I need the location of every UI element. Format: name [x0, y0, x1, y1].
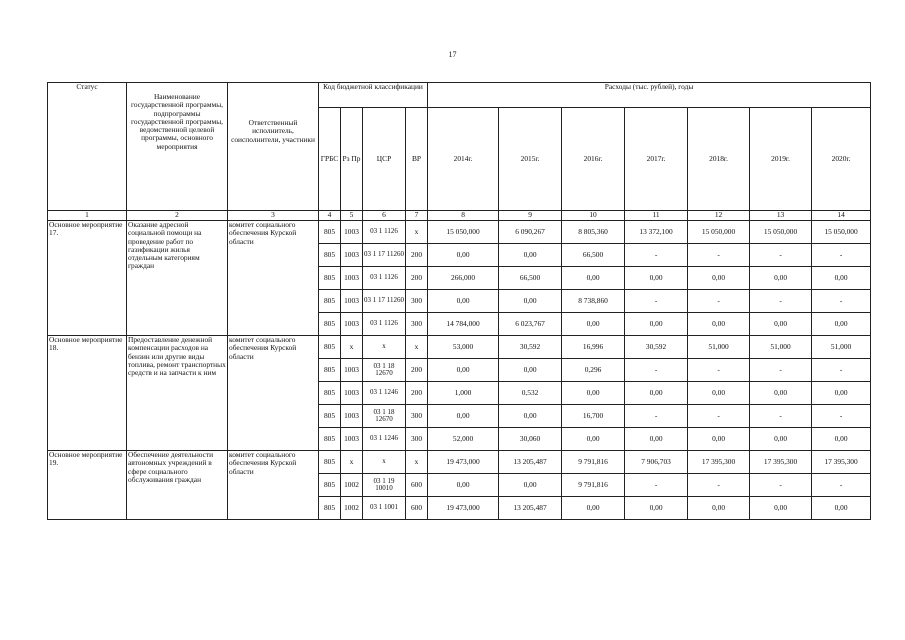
expense-cell: 0,00: [499, 359, 562, 382]
header-vr: ВР: [406, 108, 428, 211]
expense-cell: -: [750, 405, 812, 428]
grbs-cell: 805: [319, 359, 341, 382]
expense-cell: 0,00: [499, 474, 562, 497]
column-number: 2: [127, 211, 228, 221]
header-program-name: Наименование государственной программы, подпрограммы государственной программы, ведомственной целевой программы, основного мероприятия: [127, 83, 228, 211]
expense-cell: 0,532: [499, 382, 562, 405]
expense-cell: 0,00: [688, 313, 750, 336]
expense-cell: -: [625, 405, 688, 428]
vr-cell: 300: [406, 313, 428, 336]
column-number: 11: [625, 211, 688, 221]
expense-cell: 0,00: [688, 428, 750, 451]
expense-cell: 0,00: [428, 290, 499, 313]
rzpr-cell: 1003: [341, 359, 363, 382]
expense-cell: 0,00: [812, 267, 871, 290]
csr-cell: 03 1 1001: [363, 497, 406, 520]
expense-cell: 0,00: [562, 497, 625, 520]
expense-cell: 0,00: [750, 497, 812, 520]
column-number: 9: [499, 211, 562, 221]
budget-table: [47, 82, 871, 520]
vr-cell: 200: [406, 382, 428, 405]
expense-cell: 15 050,000: [812, 221, 871, 244]
expense-cell: 51,000: [750, 336, 812, 359]
expense-cell: -: [750, 244, 812, 267]
vr-cell: х: [406, 336, 428, 359]
rzpr-cell: 1003: [341, 244, 363, 267]
vr-cell: 200: [406, 267, 428, 290]
expense-cell: -: [750, 290, 812, 313]
header-year: 2014г.: [428, 108, 499, 211]
responsible-cell: комитет социального обеспечения Курской области: [228, 221, 319, 336]
vr-cell: х: [406, 221, 428, 244]
expense-cell: 16,700: [562, 405, 625, 428]
expense-cell: 0,00: [750, 267, 812, 290]
expense-cell: 0,00: [562, 267, 625, 290]
rzpr-cell: 1003: [341, 290, 363, 313]
status-cell: Основное мероприятие 17.: [48, 221, 127, 336]
vr-cell: 300: [406, 405, 428, 428]
expense-cell: -: [812, 405, 871, 428]
rzpr-cell: 1002: [341, 497, 363, 520]
vr-cell: 200: [406, 244, 428, 267]
expense-cell: 66,500: [562, 244, 625, 267]
expense-cell: -: [812, 359, 871, 382]
header-year: 2016г.: [562, 108, 625, 211]
csr-cell: 03 1 17 11260: [363, 244, 406, 267]
header-year: 2019г.: [750, 108, 812, 211]
column-number: 3: [228, 211, 319, 221]
expense-cell: 19 473,000: [428, 451, 499, 474]
grbs-cell: 805: [319, 451, 341, 474]
expense-cell: -: [688, 474, 750, 497]
column-number: 8: [428, 211, 499, 221]
expense-cell: 17 395,300: [812, 451, 871, 474]
expense-cell: 0,00: [812, 428, 871, 451]
grbs-cell: 805: [319, 336, 341, 359]
expense-cell: 13 205,487: [499, 497, 562, 520]
expense-cell: 0,00: [428, 474, 499, 497]
expense-cell: 17 395,300: [750, 451, 812, 474]
header-grbs: ГРБС: [319, 108, 341, 211]
expense-cell: 0,00: [499, 290, 562, 313]
grbs-cell: 805: [319, 497, 341, 520]
column-number-row: [48, 211, 871, 221]
rzpr-cell: 1003: [341, 267, 363, 290]
table-row: [48, 451, 871, 474]
column-number: 6: [363, 211, 406, 221]
grbs-cell: 805: [319, 313, 341, 336]
column-number: 1: [48, 211, 127, 221]
column-number: 13: [750, 211, 812, 221]
grbs-cell: 805: [319, 428, 341, 451]
status-cell: Основное мероприятие 19.: [48, 451, 127, 520]
header-year: 2018г.: [688, 108, 750, 211]
csr-cell: 03 1 1126: [363, 313, 406, 336]
expense-cell: 9 791,816: [562, 451, 625, 474]
header-responsible: Ответственный исполнитель, соисполнители, участники: [228, 83, 319, 211]
expense-cell: 19 473,000: [428, 497, 499, 520]
expense-cell: 30,592: [625, 336, 688, 359]
vr-cell: 300: [406, 290, 428, 313]
expense-cell: 16,996: [562, 336, 625, 359]
expense-cell: 0,00: [812, 313, 871, 336]
expense-cell: -: [812, 474, 871, 497]
responsible-cell: комитет социального обеспечения Курской области: [228, 336, 319, 451]
rzpr-cell: 1002: [341, 474, 363, 497]
csr-cell: 03 1 18 12670: [363, 359, 406, 382]
csr-cell: 03 1 1126: [363, 221, 406, 244]
expense-cell: -: [625, 244, 688, 267]
header-year: 2015г.: [499, 108, 562, 211]
expense-cell: 7 906,703: [625, 451, 688, 474]
expense-cell: 0,00: [688, 497, 750, 520]
status-cell: Основное мероприятие 18.: [48, 336, 127, 451]
csr-cell: 03 1 1246: [363, 428, 406, 451]
expense-cell: 0,00: [625, 497, 688, 520]
responsible-cell: комитет социального обеспечения Курской области: [228, 451, 319, 520]
header-year: 2020г.: [812, 108, 871, 211]
expense-cell: 66,500: [499, 267, 562, 290]
expense-cell: 0,00: [499, 244, 562, 267]
expense-cell: 13 205,487: [499, 451, 562, 474]
expense-cell: 0,00: [625, 267, 688, 290]
rzpr-cell: х: [341, 451, 363, 474]
csr-cell: х: [363, 336, 406, 359]
expense-cell: 1,000: [428, 382, 499, 405]
grbs-cell: 805: [319, 221, 341, 244]
grbs-cell: 805: [319, 267, 341, 290]
vr-cell: 300: [406, 428, 428, 451]
expense-cell: 0,00: [750, 382, 812, 405]
column-number: 14: [812, 211, 871, 221]
expense-cell: 0,00: [428, 244, 499, 267]
csr-cell: 03 1 19 10010: [363, 474, 406, 497]
expense-cell: 0,00: [625, 428, 688, 451]
vr-cell: 600: [406, 474, 428, 497]
column-number: 10: [562, 211, 625, 221]
expense-cell: 0,00: [750, 428, 812, 451]
expense-cell: 13 372,100: [625, 221, 688, 244]
expense-cell: -: [688, 244, 750, 267]
expense-cell: 0,00: [562, 313, 625, 336]
page-number: 17: [448, 50, 457, 59]
expense-cell: 0,00: [428, 405, 499, 428]
column-number: 7: [406, 211, 428, 221]
expense-cell: 53,000: [428, 336, 499, 359]
expense-cell: 0,00: [812, 382, 871, 405]
grbs-cell: 805: [319, 382, 341, 405]
measure-name-cell: Предоставление денежной компенсации расходов на бензин или другие виды топлива, ремонт транспортных средств и на запчасти к ним: [127, 336, 228, 451]
expense-cell: 17 395,300: [688, 451, 750, 474]
expense-cell: -: [688, 405, 750, 428]
expense-cell: 30,060: [499, 428, 562, 451]
expense-cell: 0,296: [562, 359, 625, 382]
header-rzpr: Рз Пр: [341, 108, 363, 211]
expense-cell: 51,000: [688, 336, 750, 359]
expense-cell: -: [812, 290, 871, 313]
rzpr-cell: 1003: [341, 428, 363, 451]
expense-cell: -: [625, 474, 688, 497]
csr-cell: 03 1 1246: [363, 382, 406, 405]
expense-cell: 0,00: [688, 267, 750, 290]
expense-cell: 8 738,860: [562, 290, 625, 313]
expense-cell: -: [625, 290, 688, 313]
expense-cell: -: [625, 359, 688, 382]
grbs-cell: 805: [319, 244, 341, 267]
csr-cell: 03 1 18 12670: [363, 405, 406, 428]
table-row: [48, 221, 871, 244]
expense-cell: 0,00: [499, 405, 562, 428]
table-body: [48, 211, 871, 520]
header-budget-code: Код бюджетной классификации: [319, 83, 428, 108]
header-year: 2017г.: [625, 108, 688, 211]
expense-cell: -: [750, 474, 812, 497]
expense-cell: 15 050,000: [428, 221, 499, 244]
expense-cell: 0,00: [562, 428, 625, 451]
header-csr: ЦСР: [363, 108, 406, 211]
header-status: Статус: [48, 83, 127, 211]
expense-cell: -: [750, 359, 812, 382]
grbs-cell: 805: [319, 405, 341, 428]
rzpr-cell: 1003: [341, 221, 363, 244]
csr-cell: 03 1 17 11260: [363, 290, 406, 313]
expense-cell: 30,592: [499, 336, 562, 359]
expense-cell: -: [812, 244, 871, 267]
column-number: 4: [319, 211, 341, 221]
expense-cell: 52,000: [428, 428, 499, 451]
header-expenses: Расходы (тыс. рублей), годы: [428, 83, 871, 108]
expense-cell: 8 805,360: [562, 221, 625, 244]
vr-cell: 600: [406, 497, 428, 520]
expense-cell: 0,00: [812, 497, 871, 520]
expense-cell: -: [688, 290, 750, 313]
expense-cell: 14 784,000: [428, 313, 499, 336]
grbs-cell: 805: [319, 290, 341, 313]
expense-cell: 6 090,267: [499, 221, 562, 244]
measure-name-cell: Обеспечение деятельности автономных учреждений в сфере социального обслуживания граждан: [127, 451, 228, 520]
csr-cell: 03 1 1126: [363, 267, 406, 290]
column-number: 5: [341, 211, 363, 221]
measure-name-cell: Оказание адресной социальной помощи на проведение работ по газификации жилья отдельным категориям граждан: [127, 221, 228, 336]
expense-cell: 15 050,000: [688, 221, 750, 244]
vr-cell: х: [406, 451, 428, 474]
rzpr-cell: х: [341, 336, 363, 359]
expense-cell: 51,000: [812, 336, 871, 359]
expense-cell: 266,000: [428, 267, 499, 290]
vr-cell: 200: [406, 359, 428, 382]
table-row: [48, 336, 871, 359]
rzpr-cell: 1003: [341, 313, 363, 336]
expense-cell: 0,00: [428, 359, 499, 382]
expense-cell: 0,00: [562, 382, 625, 405]
expense-cell: -: [688, 359, 750, 382]
expense-cell: 6 023,767: [499, 313, 562, 336]
column-number: 12: [688, 211, 750, 221]
csr-cell: х: [363, 451, 406, 474]
expense-cell: 0,00: [750, 313, 812, 336]
grbs-cell: 805: [319, 474, 341, 497]
expense-cell: 0,00: [625, 382, 688, 405]
rzpr-cell: 1003: [341, 382, 363, 405]
expense-cell: 15 050,000: [750, 221, 812, 244]
expense-cell: 0,00: [688, 382, 750, 405]
expense-cell: 9 791,816: [562, 474, 625, 497]
expense-cell: 0,00: [625, 313, 688, 336]
rzpr-cell: 1003: [341, 405, 363, 428]
